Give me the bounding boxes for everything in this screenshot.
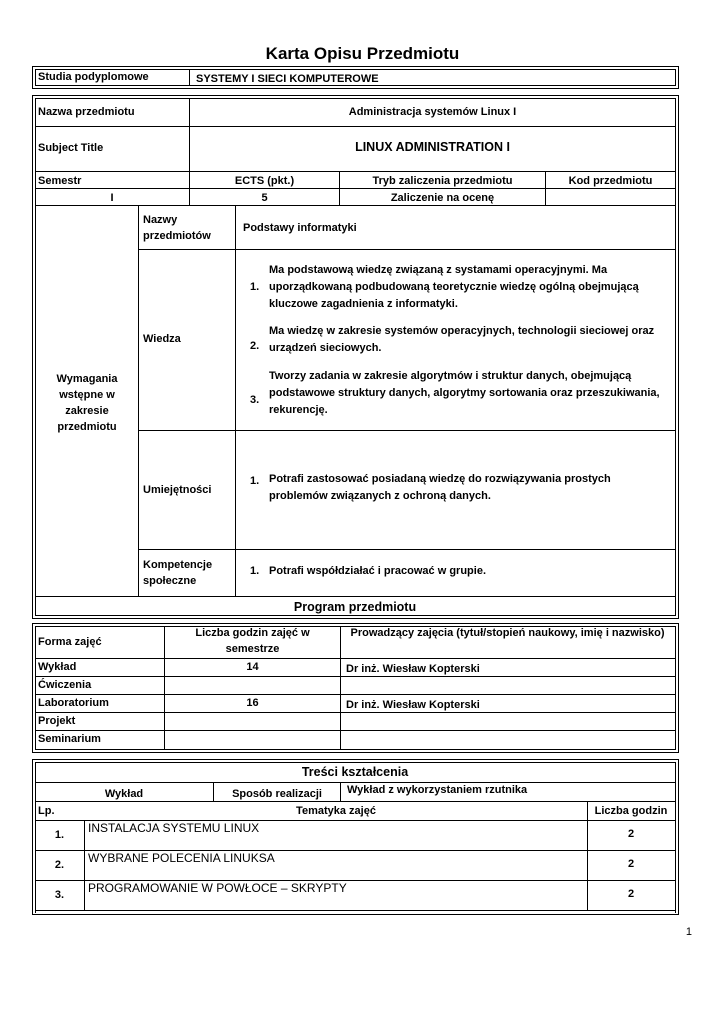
content-hours: 2 [627, 828, 635, 840]
col-tematyka: Tematyka zajęć [296, 805, 376, 817]
content-topic: WYBRANE POLECENIA LINUKSA [88, 851, 275, 865]
content-lp: 3. [54, 889, 65, 901]
umiej-label: Umiejętności [143, 484, 212, 496]
wiedza-label: Wiedza [143, 333, 181, 345]
content-header: Treści kształcenia [301, 765, 409, 779]
page-title: Karta Opisu Przedmiotu [265, 44, 460, 63]
program-forma: Projekt [38, 715, 76, 727]
komp-text: Potrafi współdziałać i pracować w grupie. [269, 565, 486, 577]
content-topic: INSTALACJA SYSTEMU LINUX [88, 821, 260, 835]
wiedza-text: Tworzy zadania w zakresie algorytmów i struktur danych, obejmującą podstawowe struktury danych, algorytmy sortowania oraz przeszukiwania, rekurencję. [269, 370, 660, 416]
content-hours: 2 [627, 888, 635, 900]
program-prowadzacy: Dr inż. Wiesław Kopterski [346, 699, 480, 711]
course-name-value: Administracja systemów Linux I [348, 106, 517, 118]
program-forma: Laboratorium [38, 697, 109, 709]
umiej-text: Potrafi zastosować posiadaną wiedzę do rozwiązywania prostych problemów związanych z ochroną danych. [269, 473, 611, 502]
program-godziny: 14 [246, 661, 259, 673]
wiedza-num: 2. [250, 340, 260, 352]
wyklad-label: Wykład [104, 788, 144, 800]
col-prowadzacy: Prowadzący zajęcia (tytuł/stopień naukowy, imię i nazwisko) [350, 627, 665, 639]
study-label: Studia podyplomowe [38, 71, 149, 83]
content-hours: 2 [627, 858, 635, 870]
semester-label: Semestr [38, 175, 82, 187]
program-forma: Wykład [38, 661, 77, 673]
content-lp: 1. [54, 829, 65, 841]
wiedza-text: Ma podstawową wiedzę związaną z systamami operacyjnymi. Ma uporządkowaną podbudowaną teoretycznie wiedzę ogólną obejmującą kluczowe zagadnienia z informatyki. [269, 264, 639, 310]
page-number: 1 [685, 926, 692, 938]
nazwy-value: Podstawy informatyki [243, 222, 357, 234]
program-header: Program przedmiotu [293, 600, 417, 614]
wiedza-num: 3. [250, 394, 260, 406]
sposob-value: Wykład z wykorzystaniem rzutnika [347, 784, 528, 796]
content-topic: PROGRAMOWANIE W POWŁOCE – SKRYPTY [88, 881, 347, 895]
col-lp: Lp. [38, 805, 55, 817]
study-value: SYSTEMY I SIECI KOMPUTEROWE [196, 73, 379, 85]
subject-title-value: LINUX ADMINISTRATION I [355, 140, 510, 154]
umiej-num: 1. [250, 475, 260, 487]
program-forma: Ćwiczenia [38, 679, 92, 691]
wiedza-num: 1. [250, 281, 260, 293]
sposob-label: Sposób realizacji [232, 788, 322, 800]
col-liczba: Liczba godzin [594, 805, 668, 817]
tryb-label: Tryb zaliczenia przedmiotu [372, 175, 513, 187]
ects-label: ECTS (pkt.) [234, 175, 295, 187]
semester-value: I [110, 192, 114, 204]
kod-label: Kod przedmiotu [568, 175, 653, 187]
col-godziny: Liczba godzin zajęć w semestrze [195, 627, 310, 655]
program-forma: Seminarium [38, 733, 101, 745]
subject-title-label: Subject Title [38, 142, 104, 154]
program-godziny: 16 [246, 697, 259, 709]
col-forma: Forma zajęć [38, 636, 102, 648]
nazwy-label: Nazwy przedmiotów [143, 214, 211, 242]
course-name-label: Nazwa przedmiotu [38, 106, 135, 118]
tryb-value: Zaliczenie na ocenę [390, 192, 495, 204]
program-prowadzacy: Dr inż. Wiesław Kopterski [346, 663, 480, 675]
komp-label: Kompetencje społeczne [143, 559, 213, 587]
komp-num: 1. [250, 565, 260, 577]
content-lp: 2. [54, 859, 65, 871]
requirements-label: Wymagania wstępne w zakresie przedmiotu [56, 373, 118, 433]
wiedza-text: Ma wiedzę w zakresie systemów operacyjnych, technologii sieciowej oraz urządzeń sieciowych. [269, 325, 655, 354]
ects-value: 5 [261, 192, 268, 204]
